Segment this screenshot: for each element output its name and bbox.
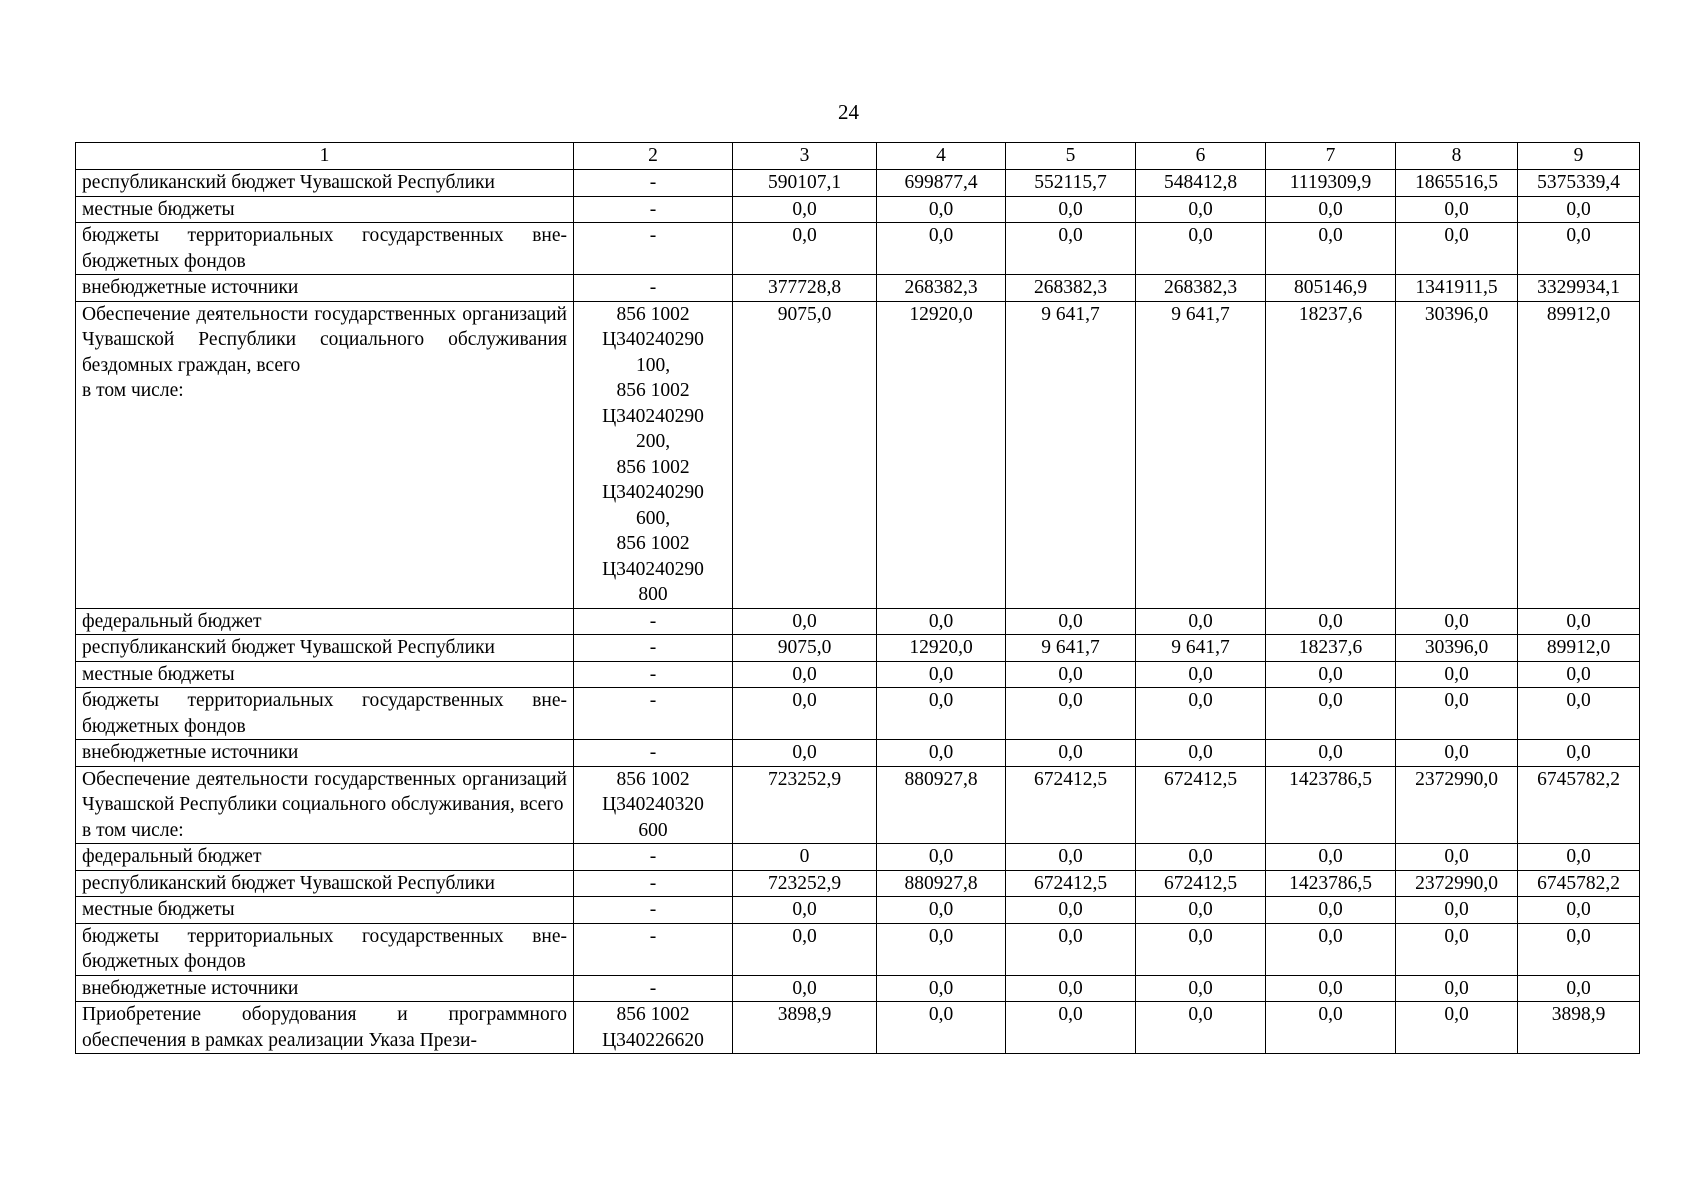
row-value-cell: 0,0 [1396,688,1518,740]
row-value-cell: 880927,8 [877,766,1006,844]
row-value-cell: 1341911,5 [1396,275,1518,302]
row-value-cell: 0,0 [1006,688,1136,740]
row-value-cell: 0,0 [1396,897,1518,924]
row-value-cell: 0,0 [1266,608,1396,635]
row-value-cell: 268382,3 [1136,275,1266,302]
row-value-cell: 0,0 [1006,608,1136,635]
row-code-cell: 856 1002 Ц340240290 100, 856 1002 Ц340240290 200, 856 1002 Ц340240290 600, 856 1002 Ц340240290 800 [574,301,733,608]
row-name-cell: Обеспечение деятельности государственных организаций Чувашской Республики социального обслуживания бездомных граждан, всего в том числе: [76,301,574,608]
row-code-cell: - [574,897,733,924]
row-value-cell: 0,0 [1266,661,1396,688]
table-body [76,143,1640,1054]
table-row [76,766,1640,844]
row-value-cell: 268382,3 [877,275,1006,302]
row-value-cell: 0,0 [1266,975,1396,1002]
row-value-cell: 0,0 [733,223,877,275]
row-value-cell: 30396,0 [1396,635,1518,662]
row-value-cell: 723252,9 [733,870,877,897]
table-row [76,844,1640,871]
row-code-cell: - [574,740,733,767]
table-row [76,740,1640,767]
row-value-cell: 377728,8 [733,275,877,302]
row-value-cell: 0,0 [1006,844,1136,871]
row-value-cell: 0,0 [1006,196,1136,223]
row-value-cell: 1119309,9 [1266,170,1396,197]
row-name-cell: республиканский бюджет Чувашской Республики [76,635,574,662]
row-value-cell: 0,0 [733,661,877,688]
row-value-cell: 0,0 [1396,608,1518,635]
row-value-cell: 0,0 [1006,661,1136,688]
row-name-cell: местные бюджеты [76,661,574,688]
row-value-cell: 0,0 [877,196,1006,223]
row-value-cell: 0,0 [877,897,1006,924]
table-header-row [76,143,1640,170]
row-value-cell: 0,0 [733,740,877,767]
row-value-cell: 9075,0 [733,635,877,662]
row-value-cell: 0,0 [733,923,877,975]
row-value-cell: 0,0 [1396,196,1518,223]
table-row [76,196,1640,223]
row-value-cell: 0,0 [1136,688,1266,740]
budget-table [75,142,1640,1054]
row-value-cell: 6745782,2 [1518,870,1640,897]
row-value-cell: 723252,9 [733,766,877,844]
column-header: 9 [1518,143,1640,170]
row-value-cell: 0,0 [1136,608,1266,635]
table-row [76,223,1640,275]
row-value-cell: 0,0 [1136,1002,1266,1054]
row-value-cell: 699877,4 [877,170,1006,197]
row-value-cell: 12920,0 [877,301,1006,608]
row-value-cell: 1423786,5 [1266,870,1396,897]
row-value-cell: 0,0 [1396,223,1518,275]
table-row [76,608,1640,635]
row-value-cell: 0,0 [1006,923,1136,975]
row-value-cell: 672412,5 [1006,870,1136,897]
table-row [76,870,1640,897]
row-value-cell: 0,0 [733,688,877,740]
row-value-cell: 18237,6 [1266,301,1396,608]
row-name-cell: бюджеты территориальных государственных внебюджетных фондов [76,688,574,740]
row-value-cell: 0,0 [1136,661,1266,688]
row-value-cell: 0,0 [1518,923,1640,975]
row-name-cell: федеральный бюджет [76,608,574,635]
row-value-cell: 268382,3 [1006,275,1136,302]
row-value-cell: 805146,9 [1266,275,1396,302]
row-name-cell: местные бюджеты [76,897,574,924]
row-value-cell: 0,0 [1266,1002,1396,1054]
row-value-cell: 0,0 [1136,196,1266,223]
row-value-cell: 1865516,5 [1396,170,1518,197]
table-row [76,688,1640,740]
page-number: 24 [838,100,859,124]
row-value-cell: 0,0 [1518,897,1640,924]
column-header: 5 [1006,143,1136,170]
row-name-cell: местные бюджеты [76,196,574,223]
row-code-cell: 856 1002 Ц340240320 600 [574,766,733,844]
column-header: 4 [877,143,1006,170]
column-header: 7 [1266,143,1396,170]
row-value-cell: 0,0 [1266,923,1396,975]
row-value-cell: 89912,0 [1518,635,1640,662]
row-name-cell: республиканский бюджет Чувашской Республики [76,870,574,897]
row-value-cell: 0,0 [1266,223,1396,275]
row-value-cell: 3329934,1 [1518,275,1640,302]
row-code-cell: - [574,608,733,635]
row-name-cell: бюджеты территориальных государственных внебюджетных фондов [76,223,574,275]
row-name-cell: федеральный бюджет [76,844,574,871]
row-code-cell: - [574,275,733,302]
row-value-cell: 0,0 [1266,688,1396,740]
row-name-cell: республиканский бюджет Чувашской Республики [76,170,574,197]
row-code-cell: - [574,223,733,275]
row-value-cell: 0,0 [1518,975,1640,1002]
table-row [76,301,1640,608]
row-value-cell: 1423786,5 [1266,766,1396,844]
row-value-cell: 0,0 [1518,740,1640,767]
row-value-cell: 0,0 [1518,196,1640,223]
row-value-cell: 0,0 [1136,844,1266,871]
row-value-cell: 0,0 [1396,661,1518,688]
row-name-cell: Приобретение оборудования и программного обеспечения в рамках реализации Указа Прези- [76,1002,574,1054]
row-value-cell: 880927,8 [877,870,1006,897]
table-row [76,897,1640,924]
row-code-cell: - [574,844,733,871]
row-value-cell: 0,0 [877,975,1006,1002]
row-code-cell: - [574,635,733,662]
row-value-cell: 2372990,0 [1396,766,1518,844]
row-value-cell: 9 641,7 [1136,635,1266,662]
row-value-cell: 0,0 [1266,897,1396,924]
row-value-cell: 0,0 [877,688,1006,740]
row-value-cell: 0,0 [733,608,877,635]
row-value-cell: 0,0 [1006,1002,1136,1054]
row-code-cell: - [574,870,733,897]
row-name-cell: Обеспечение деятельности государственных организаций Чувашской Республики социального обслуживания, всего в том числе: [76,766,574,844]
row-value-cell: 0,0 [1396,975,1518,1002]
row-value-cell: 0,0 [733,897,877,924]
row-value-cell: 9 641,7 [1006,635,1136,662]
row-value-cell: 2372990,0 [1396,870,1518,897]
row-name-cell: внебюджетные источники [76,740,574,767]
row-value-cell: 0,0 [1266,740,1396,767]
row-value-cell: 3898,9 [1518,1002,1640,1054]
row-value-cell: 672412,5 [1006,766,1136,844]
row-value-cell: 30396,0 [1396,301,1518,608]
row-name-cell: бюджеты территориальных государственных внебюджетных фондов [76,923,574,975]
row-value-cell: 0,0 [1006,223,1136,275]
row-code-cell: 856 1002 Ц340226620 [574,1002,733,1054]
row-value-cell: 0,0 [1518,608,1640,635]
row-value-cell: 5375339,4 [1518,170,1640,197]
row-value-cell: 0,0 [1396,923,1518,975]
row-value-cell: 9075,0 [733,301,877,608]
row-name-cell: внебюджетные источники [76,275,574,302]
row-value-cell: 0,0 [733,975,877,1002]
row-value-cell: 9 641,7 [1006,301,1136,608]
row-value-cell: 6745782,2 [1518,766,1640,844]
row-value-cell: 590107,1 [733,170,877,197]
row-code-cell: - [574,170,733,197]
row-value-cell: 18237,6 [1266,635,1396,662]
row-value-cell: 0,0 [1518,844,1640,871]
row-value-cell: 0,0 [877,923,1006,975]
row-value-cell: 0,0 [877,1002,1006,1054]
row-value-cell: 0,0 [877,608,1006,635]
row-value-cell: 0,0 [877,844,1006,871]
table-row [76,923,1640,975]
column-header: 2 [574,143,733,170]
row-value-cell: 672412,5 [1136,766,1266,844]
row-value-cell: 0 [733,844,877,871]
row-value-cell: 89912,0 [1518,301,1640,608]
row-value-cell: 0,0 [877,661,1006,688]
column-header: 6 [1136,143,1266,170]
table-row [76,635,1640,662]
row-value-cell: 0,0 [877,223,1006,275]
table-row [76,1002,1640,1054]
row-value-cell: 0,0 [1006,975,1136,1002]
row-value-cell: 0,0 [733,196,877,223]
column-header: 8 [1396,143,1518,170]
row-value-cell: 0,0 [1006,740,1136,767]
column-header: 1 [76,143,574,170]
table-row [76,975,1640,1002]
row-value-cell: 0,0 [1518,223,1640,275]
row-value-cell: 0,0 [1396,844,1518,871]
table-row [76,170,1640,197]
row-value-cell: 0,0 [1266,196,1396,223]
row-value-cell: 3898,9 [733,1002,877,1054]
row-code-cell: - [574,661,733,688]
row-value-cell: 0,0 [1136,975,1266,1002]
row-value-cell: 0,0 [1518,688,1640,740]
row-code-cell: - [574,196,733,223]
row-value-cell: 0,0 [1136,223,1266,275]
row-value-cell: 672412,5 [1136,870,1266,897]
row-value-cell: 0,0 [1396,1002,1518,1054]
row-value-cell: 0,0 [1006,897,1136,924]
row-value-cell: 0,0 [1396,740,1518,767]
row-value-cell: 548412,8 [1136,170,1266,197]
row-value-cell: 0,0 [1136,897,1266,924]
row-value-cell: 0,0 [1518,661,1640,688]
row-value-cell: 0,0 [1136,923,1266,975]
column-header: 3 [733,143,877,170]
row-value-cell: 9 641,7 [1136,301,1266,608]
row-value-cell: 552115,7 [1006,170,1136,197]
row-code-cell: - [574,688,733,740]
row-value-cell: 0,0 [877,740,1006,767]
row-value-cell: 0,0 [1136,740,1266,767]
row-code-cell: - [574,923,733,975]
table-row [76,275,1640,302]
row-name-cell: внебюджетные источники [76,975,574,1002]
table-row [76,661,1640,688]
row-code-cell: - [574,975,733,1002]
row-value-cell: 12920,0 [877,635,1006,662]
row-value-cell: 0,0 [1266,844,1396,871]
